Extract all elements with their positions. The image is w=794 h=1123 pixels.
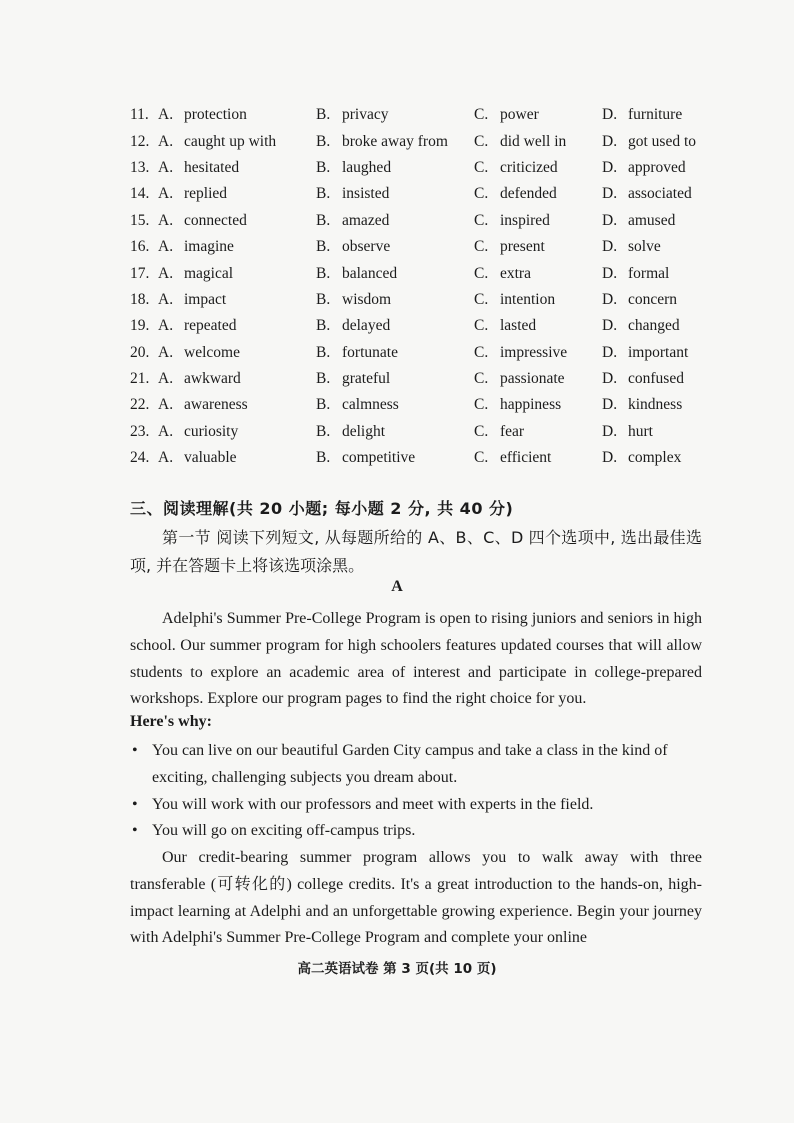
option-a <box>158 234 316 260</box>
option-letter: C. <box>474 158 489 176</box>
option-text: got used to <box>628 132 697 150</box>
option-c <box>474 366 602 392</box>
option-letter: D. <box>602 238 618 256</box>
option-text: delight <box>342 422 386 440</box>
option-letter: D. <box>602 185 618 203</box>
option-text: delayed <box>342 317 391 335</box>
option-text: intention <box>500 290 556 308</box>
option-letter: C. <box>474 211 489 229</box>
option-letter: D. <box>602 158 618 176</box>
option-a <box>158 155 316 181</box>
option-text: furniture <box>628 106 683 124</box>
option-row <box>130 287 730 313</box>
option-letter: D. <box>602 370 618 388</box>
question-number: 16. <box>130 238 150 256</box>
option-b <box>316 313 474 339</box>
option-c <box>474 234 602 260</box>
option-row <box>130 445 730 471</box>
option-text: present <box>500 238 545 256</box>
option-text: impressive <box>500 343 568 361</box>
option-text: awareness <box>184 396 248 414</box>
option-text: wisdom <box>342 290 392 308</box>
option-letter: B. <box>316 264 331 282</box>
option-text: changed <box>628 317 680 335</box>
option-c <box>474 181 602 207</box>
option-letter: B. <box>316 211 331 229</box>
option-c <box>474 287 602 313</box>
option-letter: D. <box>602 106 618 124</box>
option-letter: A. <box>158 422 174 440</box>
bullet-text: You can live on our beautiful Garden City campus and take a class in the kind of exciting, challenging subjects you dream about. <box>152 742 668 786</box>
option-d <box>602 419 730 445</box>
option-a <box>158 366 316 392</box>
option-letter: A. <box>158 158 174 176</box>
option-b <box>316 419 474 445</box>
option-text: approved <box>628 158 686 176</box>
option-b <box>316 181 474 207</box>
heres-why-label: Here's why: <box>130 713 212 730</box>
option-row <box>130 128 730 154</box>
option-letter: A. <box>158 185 174 203</box>
question-number: 17. <box>130 264 150 282</box>
option-d <box>602 366 730 392</box>
option-c <box>474 128 602 154</box>
bullet-mark: • <box>132 822 138 840</box>
option-letter: B. <box>316 238 331 256</box>
option-a <box>158 208 316 234</box>
option-d <box>602 287 730 313</box>
option-d <box>602 208 730 234</box>
option-letter: C. <box>474 449 489 467</box>
option-letter: A. <box>158 211 174 229</box>
option-text: competitive <box>342 449 416 467</box>
option-letter: C. <box>474 264 489 282</box>
option-text: hurt <box>628 422 653 440</box>
option-text: grateful <box>342 370 391 388</box>
option-letter: B. <box>316 106 331 124</box>
option-text: curiosity <box>184 422 239 440</box>
question-number: 21. <box>130 370 150 388</box>
option-letter: A. <box>158 264 174 282</box>
option-letter: C. <box>474 132 489 150</box>
option-b <box>316 260 474 286</box>
option-letter: B. <box>316 290 331 308</box>
bullet-text: You will go on exciting off-campus trips. <box>152 822 416 840</box>
option-c <box>474 445 602 471</box>
option-row <box>130 313 730 339</box>
option-text: privacy <box>342 106 389 124</box>
option-a <box>158 287 316 313</box>
section-instruction: 第一节 阅读下列短文, 从每题所给的 A、B、C、D 四个选项中, 选出最佳选项, 并在答题卡上将该选项涂黑。 <box>130 528 702 575</box>
option-b <box>316 392 474 418</box>
option-letter: B. <box>316 396 331 414</box>
option-text: criticized <box>500 158 558 176</box>
option-text: confused <box>628 370 684 388</box>
option-letter: B. <box>316 370 331 388</box>
option-text: impact <box>184 290 227 308</box>
option-letter: C. <box>474 317 489 335</box>
option-row <box>130 155 730 181</box>
bullet-list <box>130 738 702 845</box>
option-row <box>130 234 730 260</box>
option-text: concern <box>628 290 678 308</box>
option-letter: B. <box>316 158 331 176</box>
option-text: associated <box>628 185 692 203</box>
passage-label: A <box>391 578 403 595</box>
option-b <box>316 155 474 181</box>
option-letter: D. <box>602 132 618 150</box>
option-text: broke away from <box>342 132 448 150</box>
bullet-item <box>130 818 702 845</box>
question-number: 11. <box>130 106 149 124</box>
option-b <box>316 208 474 234</box>
option-text: imagine <box>184 238 234 256</box>
option-letter: A. <box>158 290 174 308</box>
option-d <box>602 340 730 366</box>
option-row <box>130 260 730 286</box>
option-c <box>474 208 602 234</box>
option-letter: A. <box>158 449 174 467</box>
option-text: efficient <box>500 449 552 467</box>
option-text: happiness <box>500 396 562 414</box>
option-d <box>602 234 730 260</box>
option-text: repeated <box>184 317 237 335</box>
option-c <box>474 340 602 366</box>
option-d <box>602 313 730 339</box>
option-letter: C. <box>474 238 489 256</box>
option-text: insisted <box>342 185 390 203</box>
option-c <box>474 419 602 445</box>
option-d <box>602 260 730 286</box>
option-b <box>316 287 474 313</box>
option-a <box>158 340 316 366</box>
question-number: 15. <box>130 211 150 229</box>
passage-paragraph-1: Adelphi's Summer Pre-College Program is open to rising juniors and seniors in high school. Our summer program for high schoolers features updated courses that will allow students to explore an academic area of interest and participate in college-prepared workshops. Explore our program pages to find the right choice for you. <box>130 610 702 708</box>
option-d <box>602 128 730 154</box>
option-letter: C. <box>474 422 489 440</box>
option-c <box>474 260 602 286</box>
option-letter: B. <box>316 185 331 203</box>
option-letter: B. <box>316 132 331 150</box>
option-b <box>316 102 474 128</box>
option-a <box>158 445 316 471</box>
option-text: passionate <box>500 370 565 388</box>
option-text: balanced <box>342 264 398 282</box>
option-letter: D. <box>602 264 618 282</box>
bullet-mark: • <box>132 742 138 759</box>
option-text: connected <box>184 211 247 229</box>
bullet-item <box>130 738 702 792</box>
option-d <box>602 102 730 128</box>
option-text: observe <box>342 238 391 256</box>
question-number: 20. <box>130 343 150 361</box>
option-letter: A. <box>158 106 174 124</box>
option-d <box>602 392 730 418</box>
question-number: 24. <box>130 449 150 467</box>
option-row <box>130 419 730 445</box>
option-letter: C. <box>474 370 489 388</box>
option-a <box>158 181 316 207</box>
option-letter: A. <box>158 396 174 414</box>
option-text: kindness <box>628 396 683 414</box>
option-row <box>130 208 730 234</box>
option-b <box>316 445 474 471</box>
option-text: formal <box>628 264 670 282</box>
question-number: 22. <box>130 396 150 414</box>
option-letter: C. <box>474 396 489 414</box>
option-text: laughed <box>342 158 392 176</box>
option-text: power <box>500 106 539 124</box>
question-number: 23. <box>130 422 150 440</box>
question-number: 13. <box>130 158 150 176</box>
option-b <box>316 234 474 260</box>
option-letter: D. <box>602 317 618 335</box>
option-c <box>474 392 602 418</box>
option-letter: A. <box>158 132 174 150</box>
option-text: magical <box>184 264 234 282</box>
option-text: awkward <box>184 370 241 388</box>
option-letter: A. <box>158 238 174 256</box>
option-text: inspired <box>500 211 550 229</box>
option-letter: B. <box>316 422 331 440</box>
bullet-mark: • <box>132 795 138 813</box>
option-letter: C. <box>474 343 489 361</box>
option-text: welcome <box>184 343 240 361</box>
option-letter: A. <box>158 343 174 361</box>
option-c <box>474 102 602 128</box>
option-d <box>602 155 730 181</box>
option-letter: C. <box>474 106 489 124</box>
option-a <box>158 392 316 418</box>
bullet-text: You will work with our professors and meet with experts in the field. <box>152 795 594 813</box>
option-text: calmness <box>342 396 399 414</box>
question-number: 18. <box>130 290 150 308</box>
option-a <box>158 313 316 339</box>
option-row <box>130 392 730 418</box>
option-letter: B. <box>316 449 331 467</box>
option-letter: B. <box>316 343 331 361</box>
page-footer: 高二英语试卷 第 3 页(共 10 页) <box>297 961 497 977</box>
option-letter: A. <box>158 370 174 388</box>
option-letter: C. <box>474 185 489 203</box>
option-text: amused <box>628 211 676 229</box>
option-text: important <box>628 343 689 361</box>
option-a <box>158 102 316 128</box>
option-letter: D. <box>602 211 618 229</box>
option-a <box>158 419 316 445</box>
option-d <box>602 445 730 471</box>
option-text: replied <box>184 185 228 203</box>
option-row <box>130 366 730 392</box>
option-text: fear <box>500 422 525 440</box>
option-letter: C. <box>474 290 489 308</box>
option-text: amazed <box>342 211 390 229</box>
option-d <box>602 181 730 207</box>
passage-paragraph-2: Our credit-bearing summer program allows you to walk away with three transferable (可转化的) college credits. It's a great introduction to the hands-on, high-impact learning at Adelphi and an unforgettable growing experience. Begin your journey with Adelphi's Summer Pre-College Program and complete your online <box>130 849 702 947</box>
option-text: caught up with <box>184 132 277 150</box>
option-row <box>130 181 730 207</box>
option-b <box>316 128 474 154</box>
option-letter: D. <box>602 422 618 440</box>
option-text: solve <box>628 238 661 256</box>
option-text: valuable <box>184 449 237 467</box>
option-c <box>474 155 602 181</box>
option-letter: B. <box>316 317 331 335</box>
bullet-item <box>130 792 702 819</box>
option-text: defended <box>500 185 557 203</box>
option-row <box>130 102 730 128</box>
option-b <box>316 340 474 366</box>
option-text: extra <box>500 264 531 282</box>
option-c <box>474 313 602 339</box>
option-text: protection <box>184 106 247 124</box>
option-text: fortunate <box>342 343 398 361</box>
option-a <box>158 128 316 154</box>
option-a <box>158 260 316 286</box>
option-text: complex <box>628 449 682 467</box>
section-heading: 三、阅读理解(共 20 小题; 每小题 2 分, 共 40 分) <box>130 499 514 518</box>
question-number: 12. <box>130 132 150 150</box>
question-number: 19. <box>130 317 150 335</box>
option-b <box>316 366 474 392</box>
question-number: 14. <box>130 185 150 203</box>
answer-options-table <box>130 102 730 471</box>
option-row <box>130 340 730 366</box>
option-letter: D. <box>602 290 618 308</box>
option-text: did well in <box>500 132 567 150</box>
option-text: hesitated <box>184 158 240 176</box>
option-letter: D. <box>602 396 618 414</box>
option-letter: A. <box>158 317 174 335</box>
option-text: lasted <box>500 317 537 335</box>
option-letter: D. <box>602 343 618 361</box>
option-letter: D. <box>602 449 618 467</box>
